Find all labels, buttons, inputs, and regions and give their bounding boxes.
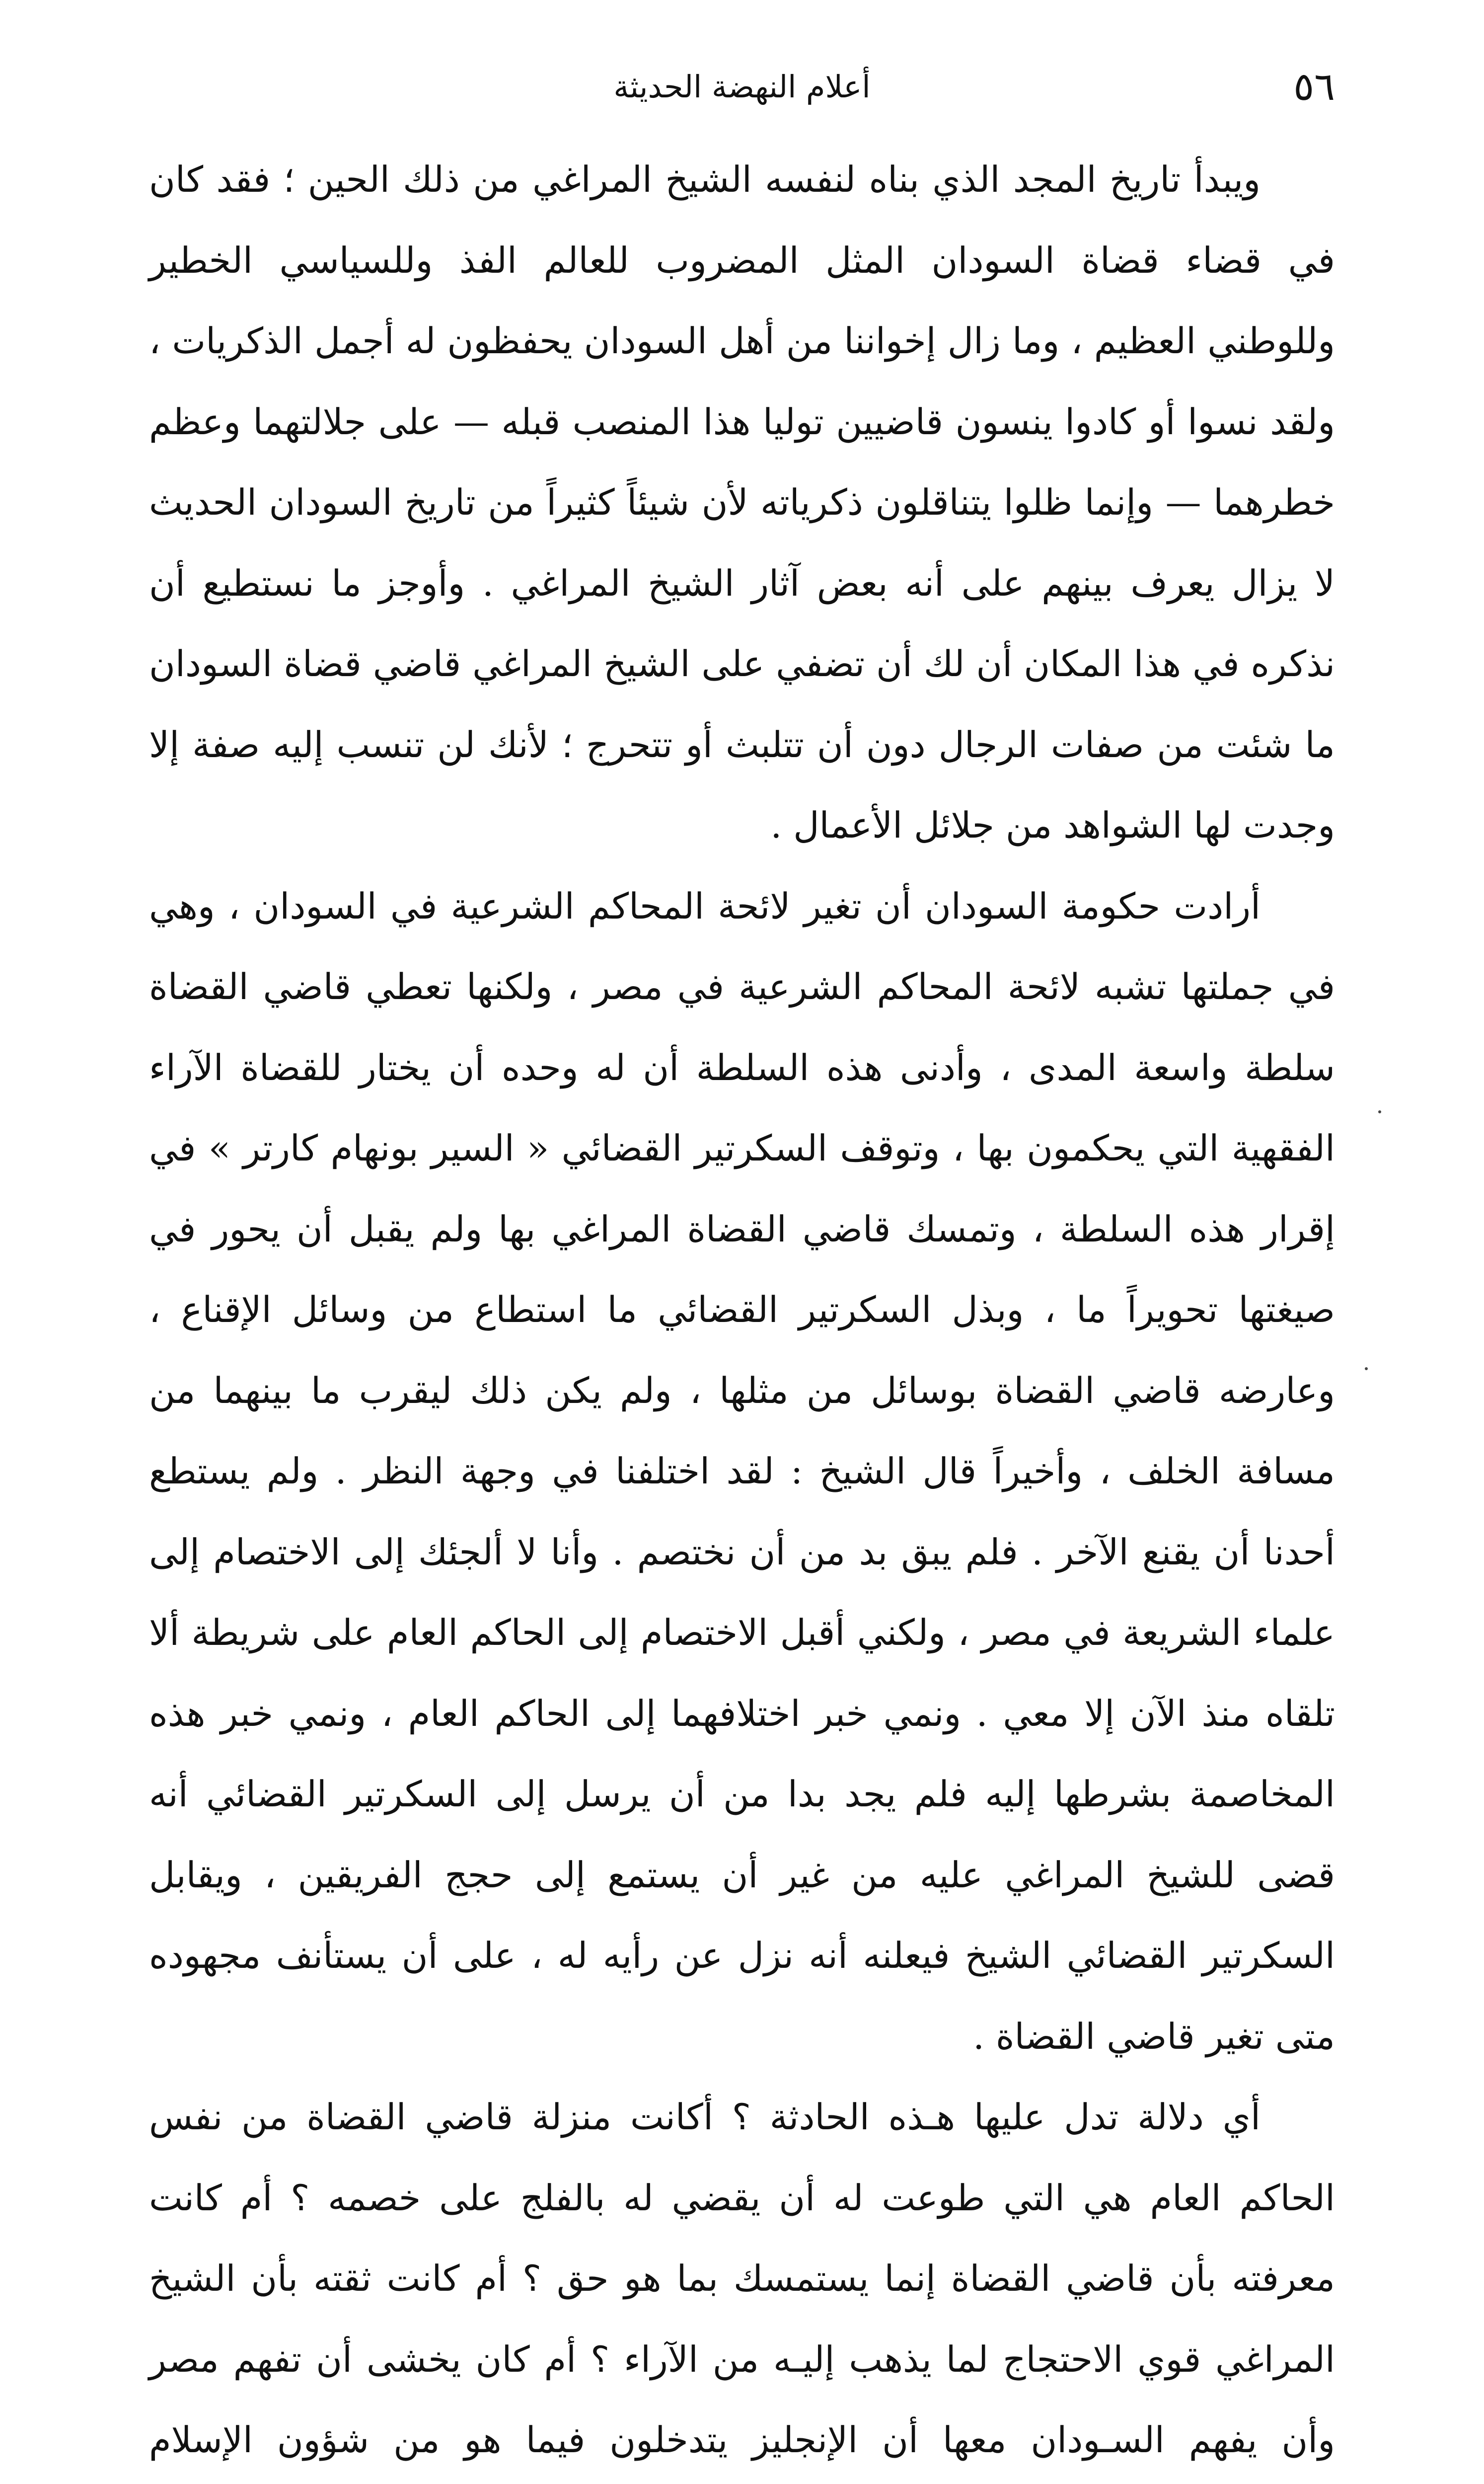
page-number: ٥٦ <box>1293 65 1335 109</box>
speck-mark <box>1378 1110 1381 1113</box>
paragraph-2: أرادت حكومة السودان أن تغير لائحة المحاكم الشرعية في السودان ، وهي في جملتها تشبه لائحة المحاكم الشرعية في مصر ، ولكنها تعطي قاضي القضاة سلطة واسعة المدى ، وأدنى هذه السلطة أن له وحده أن يختار للقضاة الآراء الفقهية التي يحكمون بها ، وتوقف السكرتير القضائي « السير بونهام كارتر » في إقرار هذه السلطة ، وتمسك قاضي القضاة المراغي بها ولم يقبل أن يحور في صيغتها تحويراً ما ، وبذل السكرتير القضائي ما استطاع من وسائل الإقناع ، وعارضه قاضي القضاة بوسائل من مثلها ، ولم يكن ذلك ليقرب ما بينهما من مسافة الخلف ، وأخيراً قال الشيخ : لقد اختلفنا في وجهة النظر . ولم يستطع أحدنا أن يقنع الآخر . فلم يبق بد من أن نختصم . وأنا لا ألجئك إلى الاختصام إلى علماء الشريعة في مصر ، ولكني أقبل الاختصام إلى الحاكم العام على شريطة ألا تلقاه منذ الآن إلا معي . ونمي خبر اختلافهما إلى الحاكم العام ، ونمي خبر هذه المخاصمة بشرطها إليه فلم يجد بدا من أن يرسل إلى السكرتير القضائي أنه قضى للشيخ المراغي عليه من غير أن يستمع إلى حجج الفريقين ، ويقابل السكرتير القضائي الشيخ فيعلنه أنه نزل عن رأيه له ، على أن يستأنف مجهوده متى تغير قاضي القضاة . <box>149 885 1336 2057</box>
paragraph-3: أي دلالة تدل عليها هـذه الحادثة ؟ أكانت منزلة قاضي القضاة من نفس الحاكم العام هي التي طوعت له أن يقضي له بالفلج على خصمه ؟ أم كانت معرفته بأن قاضي القضاة إنما يستمسك بما هو حق ؟ أم كانت ثقته بأن الشيخ المراغي قوي الاحتجاج لما يذهب إليـه من الآراء ؟ أم كان يخشى أن تفهم مصر وأن يفهم السـودان معها أن الإنجليز يتدخلون فيما هو من شؤون الإسلام <box>149 2096 1335 2461</box>
page-body <box>149 139 1335 2484</box>
page-header <box>149 60 1335 114</box>
speck-mark <box>1365 1367 1368 1370</box>
paragraph-1: ويبدأ تاريخ المجد الذي بناه لنفسه الشيخ المراغي من ذلك الحين ؛ فقد كان في قضاء قضاة السودان المثل المضروب للعالم الفذ وللسياسي الخطير وللوطني العظيم ، وما زال إخواننا من أهل السودان يحفظون له أجمل الذكريات ، ولقد نسوا أو كادوا ينسون قاضيين توليا هذا المنصب قبله — على جلالتهما وعظم خطرهما — وإنما ظلوا يتناقلون ذكرياته لأن شيئاً كثيراً من تاريخ السودان الحديث لا يزال يعرف بينهم على أنه بعض آثار الشيخ المراغي . وأوجز ما نستطيع أن نذكره في هذا المكان أن لك أن تضفي على الشيخ المراغي قاضي قضاة السودان ما شئت من صفات الرجال دون أن تتلبث أو تتحرج ؛ لأنك لن تنسب إليه صفة إلا وجدت لها الشواهد من جلائل الأعمال . <box>149 158 1335 846</box>
running-title: أعلام النهضة الحديثة <box>613 69 871 105</box>
